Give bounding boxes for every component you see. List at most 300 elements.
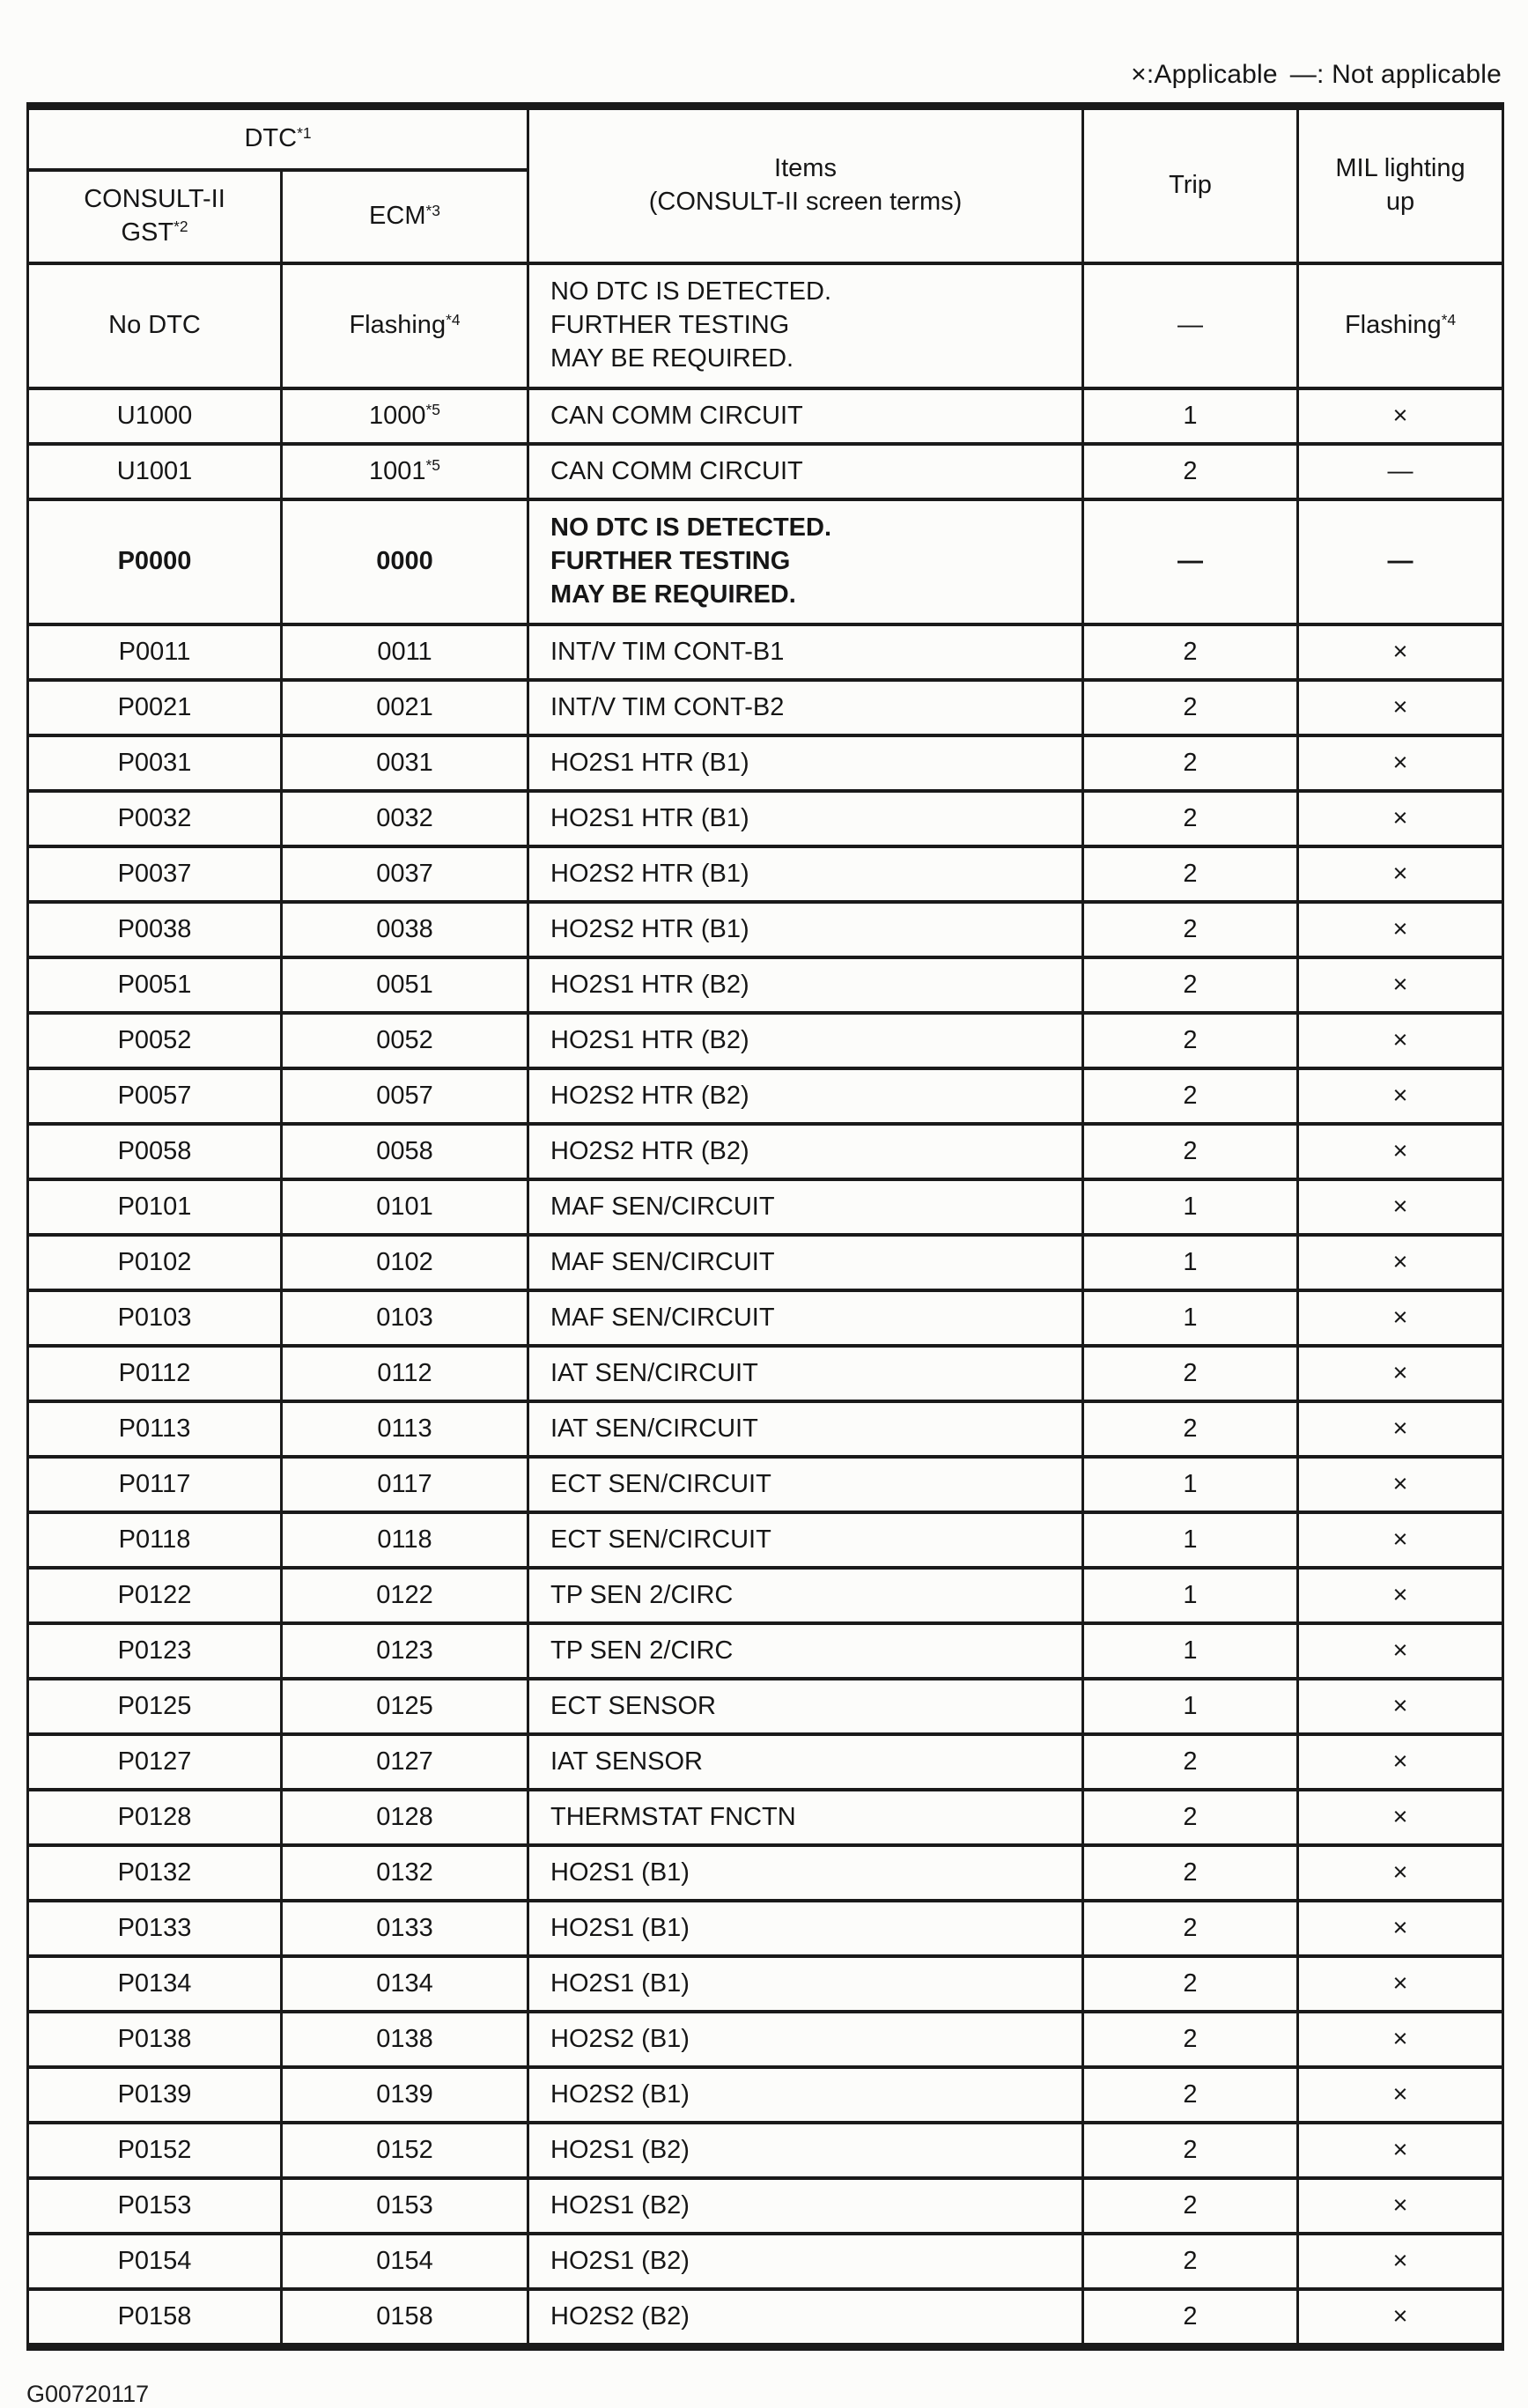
trip-value: 1 bbox=[1183, 1192, 1198, 1221]
item-cell bbox=[528, 1068, 1083, 1124]
mil-cell bbox=[1298, 1679, 1503, 1734]
ecm-code: 0058 bbox=[376, 1136, 433, 1165]
item-cell bbox=[528, 2123, 1083, 2178]
ecm-code-cell bbox=[282, 1235, 528, 1290]
ecm-code: 0037 bbox=[376, 859, 433, 888]
consult-gst-code: P0113 bbox=[118, 1414, 191, 1443]
table-row bbox=[28, 1235, 1503, 1290]
header-items-line1: Items bbox=[774, 154, 837, 183]
item-text: INT/V TIM CONT-B1 bbox=[550, 637, 785, 666]
consult-gst-code: P0123 bbox=[117, 1636, 192, 1665]
consult-gst-code: P0101 bbox=[117, 1192, 192, 1221]
item-cell bbox=[528, 263, 1083, 388]
consult-gst-code: P0154 bbox=[117, 2246, 192, 2275]
item-cell bbox=[528, 1401, 1083, 1457]
item-cell bbox=[528, 1013, 1083, 1068]
item-text: NO DTC IS DETECTED. FURTHER TESTING MAY BE REQUIRED. bbox=[550, 513, 832, 609]
consult-gst-code-cell bbox=[28, 1901, 282, 1956]
trip-cell bbox=[1083, 1901, 1298, 1956]
mil-cell bbox=[1298, 846, 1503, 902]
header-ecm-label: ECM bbox=[369, 202, 426, 231]
mil-cell bbox=[1298, 1623, 1503, 1679]
item-cell bbox=[528, 499, 1083, 624]
ecm-code: 0134 bbox=[376, 1969, 433, 1998]
consult-gst-code: P0118 bbox=[118, 1525, 191, 1554]
ecm-code: 0153 bbox=[376, 2190, 433, 2220]
trip-cell bbox=[1083, 1179, 1298, 1235]
mil-cell bbox=[1298, 902, 1503, 957]
header-ecm bbox=[282, 170, 528, 263]
ecm-code-cell bbox=[282, 1401, 528, 1457]
consult-gst-code-cell bbox=[28, 1013, 282, 1068]
ecm-code: 0102 bbox=[376, 1247, 433, 1276]
consult-gst-code-cell bbox=[28, 957, 282, 1013]
consult-gst-code-cell bbox=[28, 624, 282, 680]
ecm-code: 0052 bbox=[376, 1025, 433, 1054]
table-row bbox=[28, 1401, 1503, 1457]
consult-gst-code: P0000 bbox=[117, 547, 192, 576]
table-row bbox=[28, 1790, 1503, 1845]
ecm-code: 0132 bbox=[376, 1858, 433, 1887]
consult-gst-code-cell bbox=[28, 1346, 282, 1401]
trip-value: 2 bbox=[1183, 2079, 1198, 2109]
trip-cell bbox=[1083, 1512, 1298, 1568]
header-consult-line1: CONSULT-II bbox=[84, 185, 225, 214]
ecm-code-cell bbox=[282, 957, 528, 1013]
consult-gst-code: P0127 bbox=[117, 1747, 192, 1776]
ecm-code-cell bbox=[282, 1124, 528, 1179]
consult-gst-code: P0037 bbox=[117, 859, 192, 888]
mil-cell bbox=[1298, 444, 1503, 499]
consult-gst-code-cell bbox=[28, 1068, 282, 1124]
header-mil: MIL lighting up bbox=[1298, 107, 1503, 264]
table-row bbox=[28, 1623, 1503, 1679]
mil-cell bbox=[1298, 1901, 1503, 1956]
item-text: IAT SEN/CIRCUIT bbox=[550, 1358, 758, 1387]
item-cell bbox=[528, 2178, 1083, 2234]
consult-gst-code-cell bbox=[28, 263, 282, 388]
item-text: MAF SEN/CIRCUIT bbox=[550, 1247, 775, 1276]
item-text: TP SEN 2/CIRC bbox=[550, 1636, 734, 1665]
trip-value: 2 bbox=[1183, 1136, 1198, 1165]
ecm-code: 0125 bbox=[376, 1691, 433, 1720]
consult-gst-code-cell bbox=[28, 1290, 282, 1346]
item-text: HO2S2 HTR (B1) bbox=[550, 859, 749, 888]
ecm-code: 0118 bbox=[377, 1525, 432, 1554]
item-text: HO2S1 (B1) bbox=[550, 1913, 690, 1942]
item-cell bbox=[528, 1845, 1083, 1901]
mil-value: — bbox=[1387, 547, 1414, 576]
mil-value: × bbox=[1392, 748, 1408, 777]
mil-cell bbox=[1298, 1235, 1503, 1290]
item-text: MAF SEN/CIRCUIT bbox=[550, 1192, 775, 1221]
trip-cell bbox=[1083, 263, 1298, 388]
mil-value: × bbox=[1392, 692, 1408, 721]
ecm-code: 0122 bbox=[376, 1580, 433, 1609]
mil-cell bbox=[1298, 2289, 1503, 2347]
ecm-code-cell bbox=[282, 1679, 528, 1734]
item-text: HO2S1 HTR (B2) bbox=[550, 970, 749, 999]
mil-value: × bbox=[1392, 2246, 1408, 2275]
ecm-code-cell bbox=[282, 1568, 528, 1623]
ecm-code-cell bbox=[282, 444, 528, 499]
trip-cell bbox=[1083, 791, 1298, 846]
mil-value: × bbox=[1392, 970, 1408, 999]
consult-gst-code: P0122 bbox=[117, 1580, 192, 1609]
trip-cell bbox=[1083, 902, 1298, 957]
table-row bbox=[28, 263, 1503, 388]
header-dtc-footnote: *1 bbox=[297, 123, 312, 142]
trip-value: 1 bbox=[1183, 401, 1198, 430]
table-row bbox=[28, 1346, 1503, 1401]
trip-cell bbox=[1083, 1734, 1298, 1790]
table-row bbox=[28, 957, 1503, 1013]
table-row bbox=[28, 2012, 1503, 2067]
ecm-code-cell bbox=[282, 1734, 528, 1790]
mil-value: × bbox=[1392, 1747, 1408, 1776]
mil-cell bbox=[1298, 388, 1503, 444]
item-text: HO2S2 (B1) bbox=[550, 2024, 690, 2053]
consult-gst-code-cell bbox=[28, 2289, 282, 2347]
item-cell bbox=[528, 2289, 1083, 2347]
item-cell bbox=[528, 791, 1083, 846]
table-row bbox=[28, 1512, 1503, 1568]
trip-cell bbox=[1083, 2234, 1298, 2289]
trip-cell bbox=[1083, 1956, 1298, 2012]
item-cell bbox=[528, 388, 1083, 444]
ecm-code: 0031 bbox=[376, 748, 433, 777]
ecm-code-footnote: *5 bbox=[425, 456, 440, 475]
consult-gst-code: P0103 bbox=[117, 1303, 192, 1332]
item-text: HO2S2 HTR (B2) bbox=[550, 1136, 749, 1165]
mil-value: — bbox=[1387, 456, 1414, 485]
mil-cell bbox=[1298, 1734, 1503, 1790]
trip-cell bbox=[1083, 2012, 1298, 2067]
consult-gst-code-cell bbox=[28, 2012, 282, 2067]
ecm-code-cell bbox=[282, 1845, 528, 1901]
ecm-code-footnote: *5 bbox=[425, 401, 440, 419]
ecm-code: 0011 bbox=[377, 637, 432, 666]
item-cell bbox=[528, 902, 1083, 957]
trip-value: 2 bbox=[1183, 1913, 1198, 1942]
consult-gst-code: P0152 bbox=[117, 2135, 192, 2164]
trip-value: 2 bbox=[1183, 914, 1198, 943]
consult-gst-code: P0057 bbox=[117, 1081, 192, 1110]
legend-not-applicable: —: Not applicable bbox=[1289, 60, 1502, 89]
consult-gst-code-cell bbox=[28, 499, 282, 624]
trip-cell bbox=[1083, 624, 1298, 680]
ecm-code-cell bbox=[282, 263, 528, 388]
mil-value: × bbox=[1392, 1303, 1408, 1332]
ecm-code: 0139 bbox=[376, 2079, 433, 2109]
table-row bbox=[28, 1068, 1503, 1124]
item-cell bbox=[528, 1568, 1083, 1623]
consult-gst-code: P0138 bbox=[117, 2024, 192, 2053]
trip-value: 2 bbox=[1183, 1747, 1198, 1776]
trip-value: 2 bbox=[1183, 2135, 1198, 2164]
mil-value: × bbox=[1392, 2024, 1408, 2053]
trip-value: 2 bbox=[1183, 1081, 1198, 1110]
mil-value: × bbox=[1392, 1580, 1408, 1609]
item-text: HO2S1 (B1) bbox=[550, 1969, 690, 1998]
ecm-code-cell bbox=[282, 1346, 528, 1401]
item-cell bbox=[528, 2234, 1083, 2289]
ecm-code: 0103 bbox=[376, 1303, 433, 1332]
trip-cell bbox=[1083, 1235, 1298, 1290]
mil-value: × bbox=[1392, 1136, 1408, 1165]
item-text: MAF SEN/CIRCUIT bbox=[550, 1303, 775, 1332]
item-cell bbox=[528, 1679, 1083, 1734]
mil-value: × bbox=[1392, 2079, 1408, 2109]
header-gst-label: GST bbox=[121, 218, 174, 247]
figure-id: G00720117 bbox=[26, 2381, 150, 2407]
item-cell bbox=[528, 2012, 1083, 2067]
ecm-code-cell bbox=[282, 902, 528, 957]
ecm-code-cell bbox=[282, 1901, 528, 1956]
trip-value: 1 bbox=[1183, 1636, 1198, 1665]
consult-gst-code: P0032 bbox=[117, 803, 192, 832]
table-row bbox=[28, 2067, 1503, 2123]
consult-gst-code-cell bbox=[28, 1679, 282, 1734]
consult-gst-code: P0139 bbox=[117, 2079, 192, 2109]
mil-value: × bbox=[1392, 1025, 1408, 1054]
ecm-code: 0152 bbox=[376, 2135, 433, 2164]
mil-value: × bbox=[1392, 803, 1408, 832]
mil-cell bbox=[1298, 957, 1503, 1013]
consult-gst-code: P0112 bbox=[118, 1358, 191, 1387]
mil-cell bbox=[1298, 1401, 1503, 1457]
consult-gst-code-cell bbox=[28, 1401, 282, 1457]
consult-gst-code: P0117 bbox=[118, 1469, 191, 1498]
ecm-code: 0128 bbox=[376, 1802, 433, 1831]
header-items bbox=[528, 107, 1083, 264]
trip-cell bbox=[1083, 1790, 1298, 1845]
item-text: HO2S1 (B2) bbox=[550, 2190, 690, 2220]
item-cell bbox=[528, 1790, 1083, 1845]
consult-gst-code-cell bbox=[28, 444, 282, 499]
trip-value: 2 bbox=[1183, 1969, 1198, 1998]
table-body bbox=[28, 263, 1503, 2347]
trip-cell bbox=[1083, 1623, 1298, 1679]
trip-value: 2 bbox=[1183, 748, 1198, 777]
table-row bbox=[28, 1568, 1503, 1623]
mil-value: × bbox=[1392, 1469, 1408, 1498]
trip-value: 2 bbox=[1183, 1358, 1198, 1387]
ecm-code-cell bbox=[282, 1512, 528, 1568]
mil-cell bbox=[1298, 1013, 1503, 1068]
consult-gst-code-cell bbox=[28, 388, 282, 444]
mil-cell bbox=[1298, 1179, 1503, 1235]
consult-gst-code-cell bbox=[28, 1845, 282, 1901]
trip-cell bbox=[1083, 735, 1298, 791]
mil-cell bbox=[1298, 735, 1503, 791]
consult-gst-code: P0128 bbox=[117, 1802, 192, 1831]
item-cell bbox=[528, 1457, 1083, 1512]
table-row bbox=[28, 1679, 1503, 1734]
header-dtc bbox=[28, 107, 528, 171]
table-row bbox=[28, 1901, 1503, 1956]
mil-cell bbox=[1298, 499, 1503, 624]
consult-gst-code: P0158 bbox=[117, 2301, 192, 2330]
mil-value: × bbox=[1392, 1525, 1408, 1554]
ecm-code: Flashing bbox=[349, 311, 447, 340]
mil-value: × bbox=[1392, 1192, 1408, 1221]
mil-value: × bbox=[1392, 637, 1408, 666]
ecm-code-cell bbox=[282, 1068, 528, 1124]
item-cell bbox=[528, 1901, 1083, 1956]
ecm-code: 0154 bbox=[376, 2246, 433, 2275]
ecm-code: 0117 bbox=[377, 1469, 432, 1498]
trip-cell bbox=[1083, 2123, 1298, 2178]
item-cell bbox=[528, 1124, 1083, 1179]
consult-gst-code-cell bbox=[28, 680, 282, 735]
consult-gst-code: P0153 bbox=[117, 2190, 192, 2220]
ecm-code-cell bbox=[282, 1956, 528, 2012]
trip-cell bbox=[1083, 1457, 1298, 1512]
consult-gst-code: P0031 bbox=[117, 748, 192, 777]
trip-value: — bbox=[1177, 547, 1203, 576]
item-cell bbox=[528, 846, 1083, 902]
item-text: HO2S1 HTR (B1) bbox=[550, 748, 749, 777]
item-text: HO2S2 HTR (B1) bbox=[550, 914, 749, 943]
trip-cell bbox=[1083, 2289, 1298, 2347]
mil-value: × bbox=[1392, 2301, 1408, 2330]
trip-cell bbox=[1083, 2178, 1298, 2234]
table-row bbox=[28, 499, 1503, 624]
trip-value: 2 bbox=[1183, 1414, 1198, 1443]
trip-value: 2 bbox=[1183, 1025, 1198, 1054]
consult-gst-code-cell bbox=[28, 902, 282, 957]
trip-value: 2 bbox=[1183, 2301, 1198, 2330]
trip-cell bbox=[1083, 1845, 1298, 1901]
item-text: TP SEN 2/CIRC bbox=[550, 1580, 734, 1609]
mil-cell bbox=[1298, 1956, 1503, 2012]
item-cell bbox=[528, 2067, 1083, 2123]
ecm-code: 0113 bbox=[377, 1414, 432, 1443]
mil-value: × bbox=[1392, 1081, 1408, 1110]
table-row bbox=[28, 1457, 1503, 1512]
ecm-code: 0123 bbox=[376, 1636, 433, 1665]
table-row bbox=[28, 791, 1503, 846]
item-cell bbox=[528, 735, 1083, 791]
consult-gst-code: P0011 bbox=[118, 637, 191, 666]
trip-value: 1 bbox=[1183, 1303, 1198, 1332]
ecm-code-cell bbox=[282, 624, 528, 680]
trip-value: — bbox=[1177, 311, 1203, 340]
header-gst-footnote: *2 bbox=[173, 218, 188, 236]
ecm-code-cell bbox=[282, 1623, 528, 1679]
item-text: HO2S2 (B1) bbox=[550, 2079, 690, 2109]
trip-value: 2 bbox=[1183, 970, 1198, 999]
trip-cell bbox=[1083, 2067, 1298, 2123]
mil-value: × bbox=[1392, 2190, 1408, 2220]
mil-value: × bbox=[1392, 401, 1408, 430]
ecm-code: 0101 bbox=[376, 1192, 433, 1221]
consult-gst-code: P0052 bbox=[117, 1025, 192, 1054]
trip-cell bbox=[1083, 1013, 1298, 1068]
table-row bbox=[28, 1013, 1503, 1068]
trip-cell bbox=[1083, 1068, 1298, 1124]
item-text: HO2S2 HTR (B2) bbox=[550, 1081, 749, 1110]
mil-cell bbox=[1298, 1068, 1503, 1124]
mil-cell bbox=[1298, 791, 1503, 846]
trip-cell bbox=[1083, 1290, 1298, 1346]
consult-gst-code-cell bbox=[28, 1512, 282, 1568]
legend-applicable: ×:Applicable bbox=[1131, 60, 1278, 89]
consult-gst-code: P0132 bbox=[117, 1858, 192, 1887]
ecm-code-cell bbox=[282, 1013, 528, 1068]
trip-value: 1 bbox=[1183, 1525, 1198, 1554]
trip-value: 2 bbox=[1183, 1858, 1198, 1887]
item-text: INT/V TIM CONT-B2 bbox=[550, 692, 785, 721]
trip-cell bbox=[1083, 1346, 1298, 1401]
table-row bbox=[28, 680, 1503, 735]
ecm-code: 0021 bbox=[376, 692, 433, 721]
ecm-code: 0057 bbox=[376, 1081, 433, 1110]
trip-cell bbox=[1083, 499, 1298, 624]
ecm-code: 0032 bbox=[376, 803, 433, 832]
consult-gst-code: U1001 bbox=[116, 456, 193, 485]
ecm-code: 0138 bbox=[376, 2024, 433, 2053]
consult-gst-code-cell bbox=[28, 1623, 282, 1679]
header-consult-gst bbox=[28, 170, 282, 263]
trip-value: 2 bbox=[1183, 803, 1198, 832]
table-row bbox=[28, 902, 1503, 957]
mil-value: × bbox=[1392, 1636, 1408, 1665]
item-cell bbox=[528, 1623, 1083, 1679]
consult-gst-code: P0125 bbox=[117, 1691, 192, 1720]
ecm-code: 0000 bbox=[376, 547, 433, 576]
ecm-code-cell bbox=[282, 2012, 528, 2067]
consult-gst-code: P0021 bbox=[117, 692, 192, 721]
trip-value: 2 bbox=[1183, 2024, 1198, 2053]
mil-value: × bbox=[1392, 1247, 1408, 1276]
trip-value: 2 bbox=[1183, 637, 1198, 666]
table-row bbox=[28, 2234, 1503, 2289]
consult-gst-code: P0038 bbox=[117, 914, 192, 943]
mil-value: × bbox=[1392, 1858, 1408, 1887]
trip-cell bbox=[1083, 388, 1298, 444]
item-text: HO2S2 (B2) bbox=[550, 2301, 690, 2330]
ecm-code-cell bbox=[282, 2067, 528, 2123]
header-items-line2: (CONSULT-II screen terms) bbox=[648, 188, 963, 216]
mil-cell bbox=[1298, 624, 1503, 680]
consult-gst-code-cell bbox=[28, 1124, 282, 1179]
ecm-code-cell bbox=[282, 791, 528, 846]
item-text: HO2S1 (B1) bbox=[550, 1858, 690, 1887]
item-text: ECT SEN/CIRCUIT bbox=[550, 1525, 771, 1554]
ecm-code-cell bbox=[282, 1790, 528, 1845]
consult-gst-code-cell bbox=[28, 1568, 282, 1623]
table-row bbox=[28, 2178, 1503, 2234]
item-text: HO2S1 (B2) bbox=[550, 2246, 690, 2275]
ecm-code-cell bbox=[282, 499, 528, 624]
trip-value: 2 bbox=[1183, 1802, 1198, 1831]
ecm-code-cell bbox=[282, 2289, 528, 2347]
item-text: HO2S1 (B2) bbox=[550, 2135, 690, 2164]
mil-value: × bbox=[1392, 1802, 1408, 1831]
trip-value: 1 bbox=[1183, 1469, 1198, 1498]
item-cell bbox=[528, 1512, 1083, 1568]
ecm-code-cell bbox=[282, 2234, 528, 2289]
header-ecm-footnote: *3 bbox=[425, 201, 440, 219]
mil-value: Flashing bbox=[1344, 311, 1442, 340]
item-text: THERMSTAT FNCTN bbox=[550, 1802, 796, 1831]
consult-gst-code-cell bbox=[28, 846, 282, 902]
mil-cell bbox=[1298, 2178, 1503, 2234]
item-cell bbox=[528, 1734, 1083, 1790]
mil-cell bbox=[1298, 1346, 1503, 1401]
